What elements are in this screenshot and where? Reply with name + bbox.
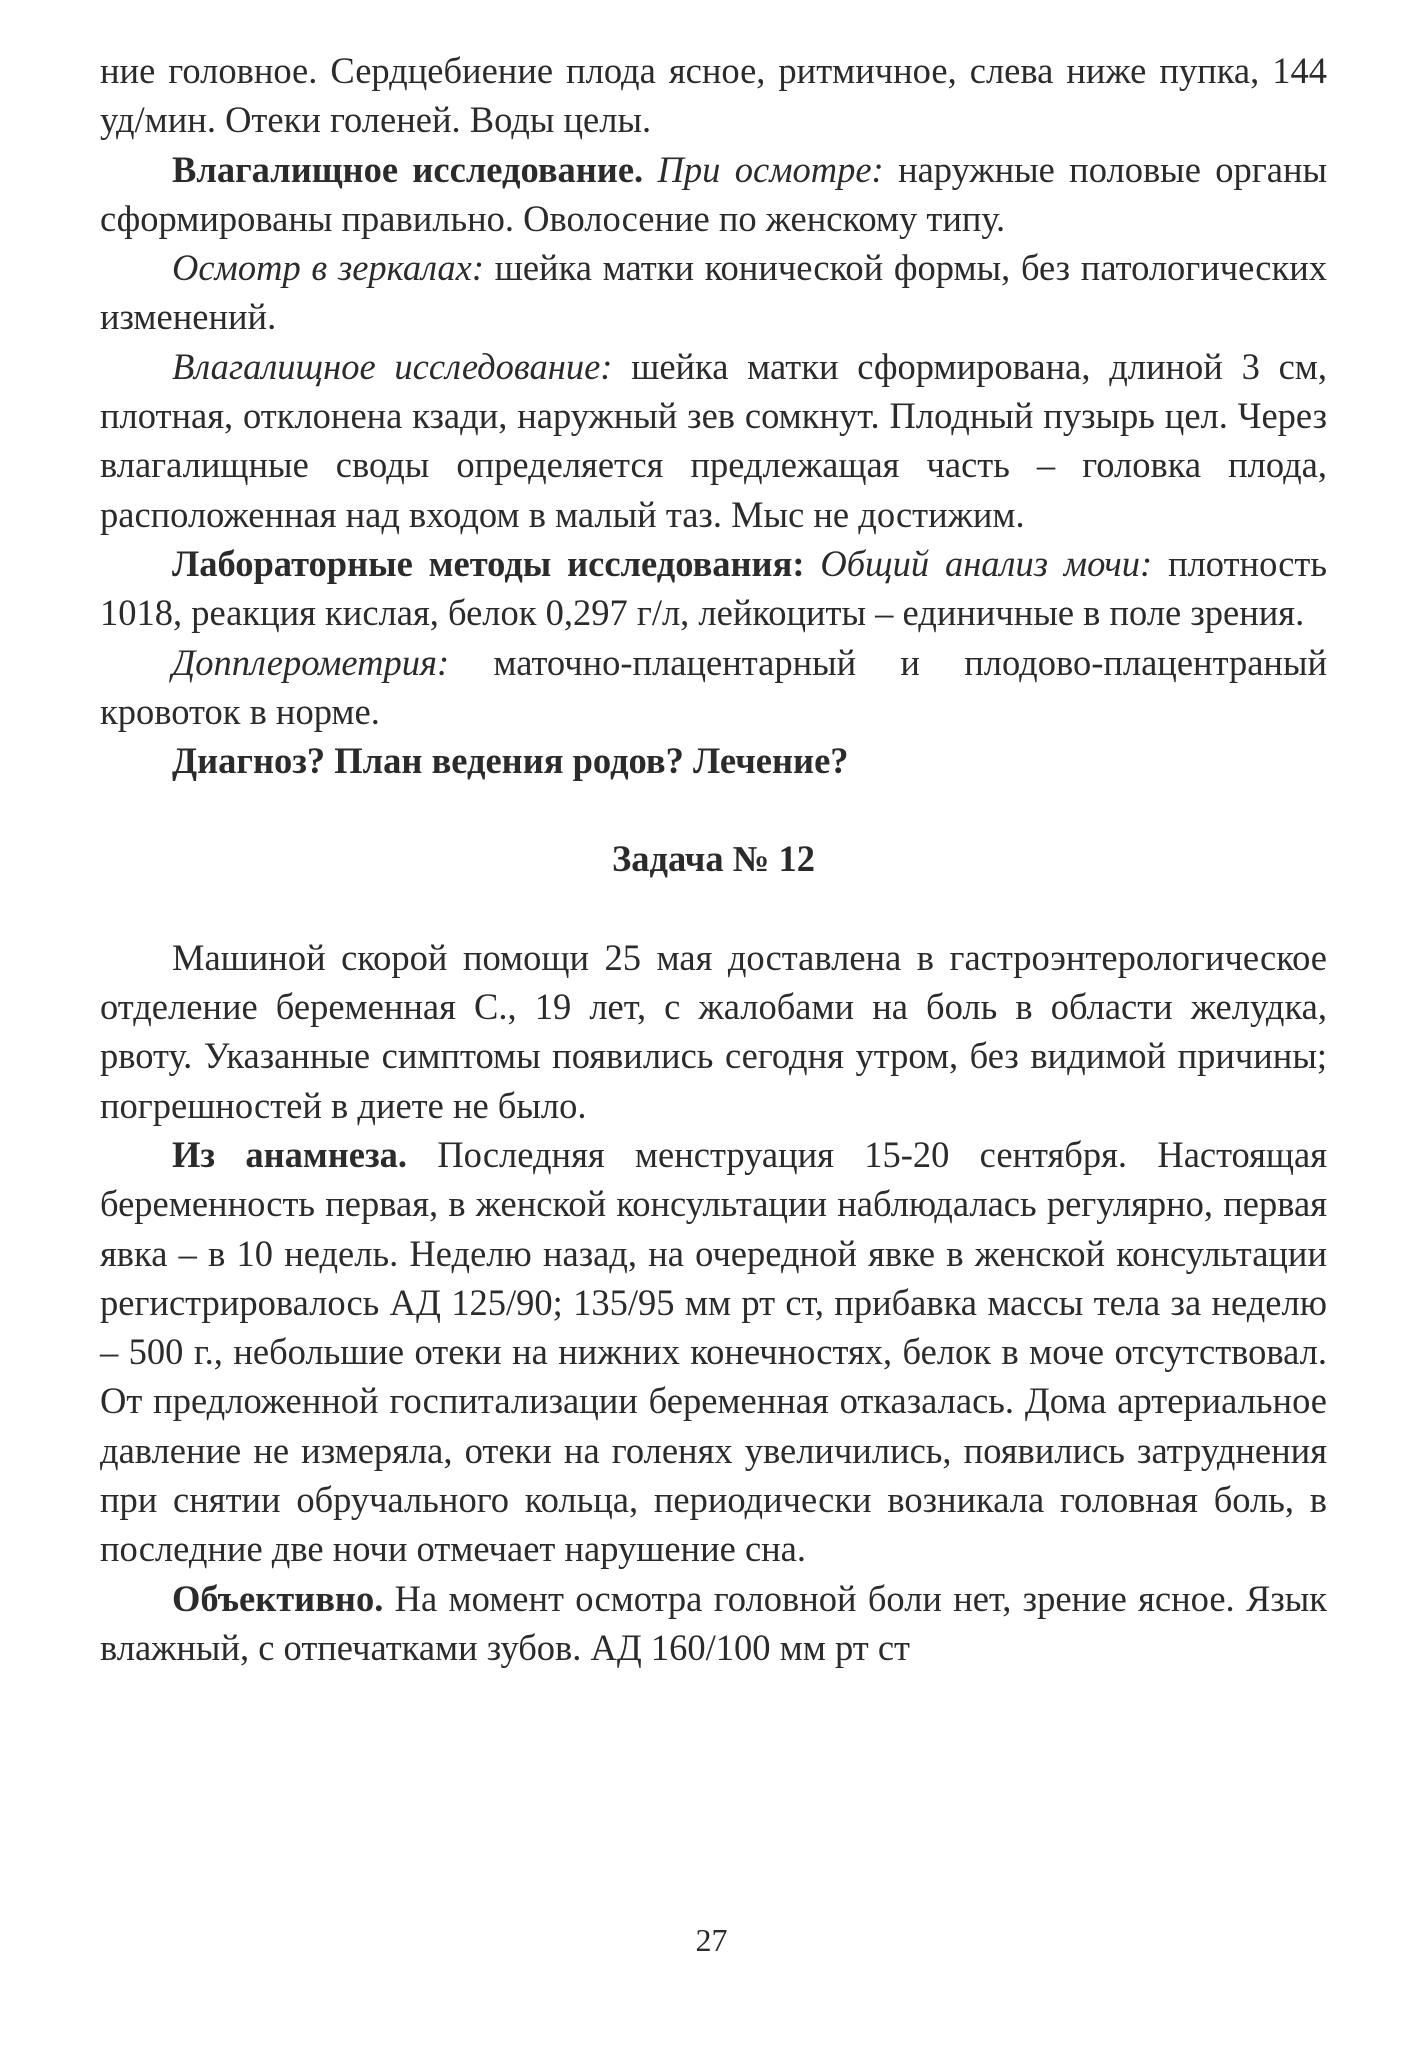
paragraph-text: плотность 1018, реакция кислая, белок 0,297 г/л, лейкоциты – единичные в поле зрения.: [100, 542, 1328, 634]
section-heading-anamnesis: Из анамнеза.: [172, 1133, 408, 1175]
task-heading: Задача № 12: [611, 838, 816, 880]
paragraph-text: Машиной скорой помощи 25 мая доставлена в гастроэнтерологическое отделение беременная С., 19 лет, с жалобами на боль в области желудка, рвоту. Указанные симптомы появились сегодня утром, без видимой причины; погрешностей в диете не было.: [100, 936, 1327, 1126]
paragraph-anamnesis: [100, 1130, 1327, 1574]
section-heading-lab-methods: Лабораторные методы исследования:: [172, 542, 805, 584]
paragraph-internal-exam: [100, 342, 1327, 539]
subheading-internal-exam: Влагалищное исследование:: [172, 345, 613, 387]
paragraph-lab-methods: [100, 539, 1327, 638]
subheading-doppler: Допплерометрия:: [172, 641, 450, 683]
paragraph-text: маточно-плацентарный и плодово-плацентраный кровоток в норме.: [100, 641, 1328, 732]
subheading-urinalysis: Общий анализ мочи:: [820, 542, 1153, 584]
paragraph-text: наружные половые органы сформированы правильно. Оволосение по женскому типу.: [100, 148, 1327, 239]
paragraph-objective: [100, 1574, 1327, 1673]
subheading-speculum: Осмотр в зеркалах:: [172, 247, 485, 289]
paragraph-doppler: [100, 638, 1327, 737]
paragraph-text: Последняя менструация 15-20 сентября. Настоящая беременность первая, в женской консультации наблюдалась регулярно, первая явка – в 10 недель. Неделю назад, на очередной явке в женской консультации регистрировалось АД 125/90; 135/95 мм рт ст, прибавка массы тела за неделю – 500 г., небольшие отеки на нижних конечностях, белок в моче отсутствовал. От предложенной госпитализации беременная отказалась. Дома артериальное давление не измеряла, отеки на голенях увеличились, появились затруднения при снятии обручального кольца, периодически возникала головная боль, в последние две ночи отмечает нарушение сна.: [100, 1133, 1327, 1570]
section-heading-objective: Объективно.: [172, 1577, 384, 1619]
paragraph-text: ние головное. Сердцебиение плода ясное, ритмичное, слева ниже пупка, 144 уд/мин. Отеки голеней. Воды целы.: [100, 50, 1327, 141]
paragraph-questions: [100, 736, 1327, 785]
paragraph-admission: [100, 933, 1327, 1130]
paragraph-text: шейка матки конической формы, без патологических изменений.: [100, 247, 1327, 338]
questions-text: Диагноз? План ведения родов? Лечение?: [172, 740, 849, 782]
section-heading-vaginal-exam: Влагалищное исследование.: [172, 148, 644, 190]
paragraph-vaginal-exam: [100, 145, 1327, 244]
subheading-inspection: При осмотре:: [657, 148, 884, 190]
page-number: 27: [695, 1922, 728, 1958]
paragraph-speculum-exam: [100, 243, 1327, 342]
paragraph-text: шейка матки сформирована, длиной 3 см, плотная, отклонена кзади, наружный зев сомкнут. Плодный пузырь цел. Через влагалищные своды определяется предлежащая часть – головка плода, расположенная над входом в малый таз. Мыс не достижим.: [100, 345, 1327, 535]
paragraph-text: На момент осмотра головной боли нет, зрение ясное. Язык влажный, с отпечатками зубов. АД 160/100 мм рт ст: [100, 1577, 1328, 1668]
paragraph-fetal-status: [100, 46, 1327, 145]
